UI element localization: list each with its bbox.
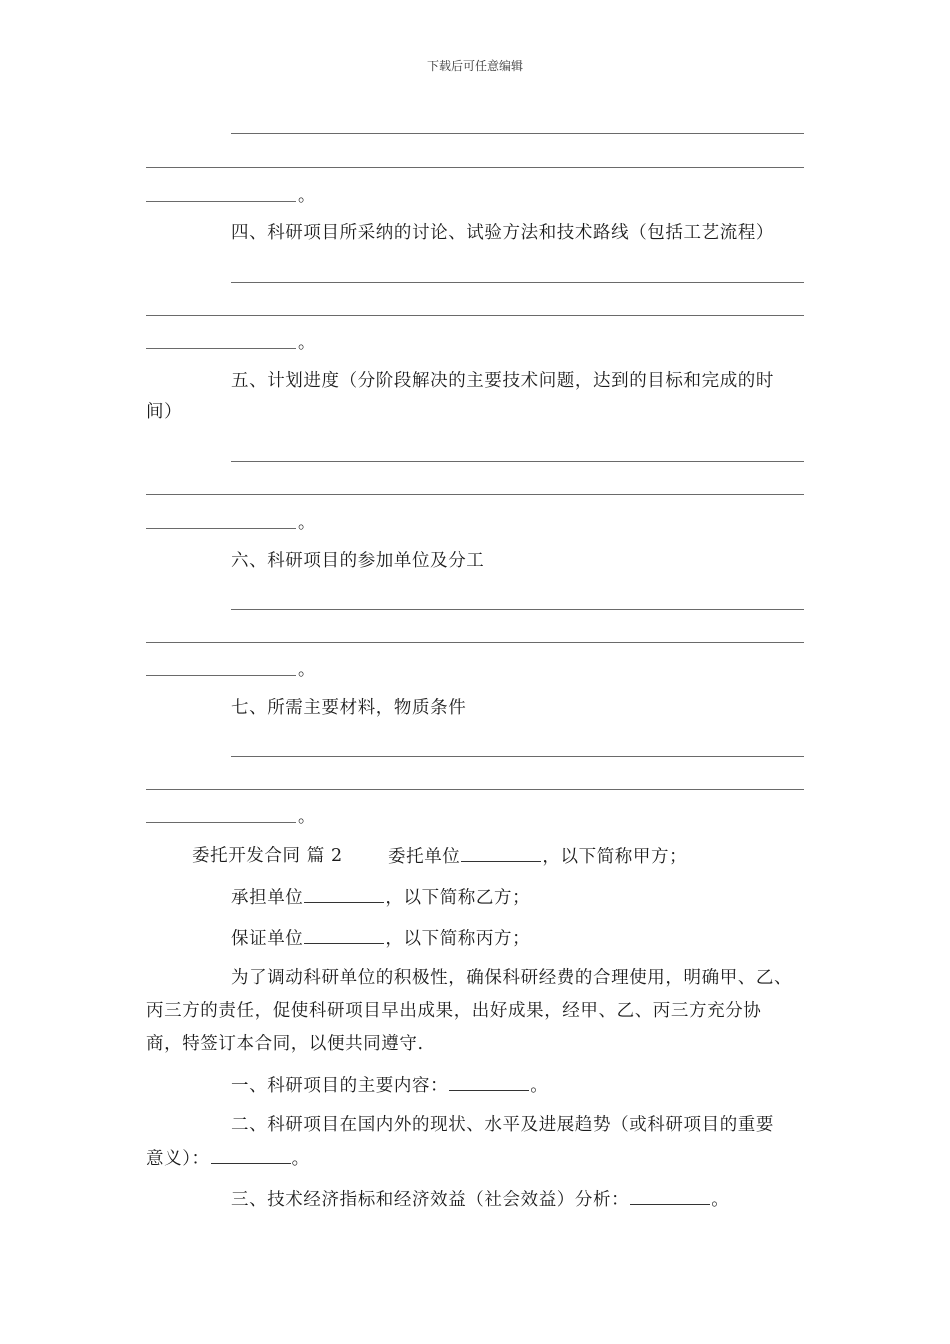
fill-line (231, 461, 804, 462)
guarantor-label: 保证单位 (231, 929, 304, 949)
guarantor-line (231, 927, 530, 950)
fill-line (231, 756, 804, 757)
fill-line (146, 201, 296, 202)
fill-line (146, 315, 804, 316)
guarantor-suffix: ，以下简称丙方； (385, 929, 531, 949)
section-five-title-cont: 间） (146, 402, 183, 422)
period-mark: 。 (530, 1076, 549, 1096)
preamble-line-2: 丙三方的责任，促使科研项目早出成果，出好成果，经甲、乙、丙三方充分协 (146, 1001, 762, 1021)
item-two-label: 意义）： (146, 1149, 210, 1169)
fill-line (231, 282, 804, 283)
preamble-line-3: 商，特签订本合同，以便共同遵守. (146, 1034, 424, 1054)
fill-line (146, 348, 296, 349)
fill-line (231, 609, 804, 610)
fill-line (146, 789, 804, 790)
fill-line (146, 494, 804, 495)
period-mark: 。 (298, 513, 315, 533)
undertaker-line (231, 886, 530, 909)
period-mark: 。 (298, 186, 315, 206)
fill-line (146, 167, 804, 168)
section-seven-title: 七、所需主要材料，物质条件 (231, 698, 467, 718)
undertaker-blank (304, 886, 384, 903)
period-mark: 。 (711, 1190, 730, 1210)
item-two-line-2 (146, 1147, 310, 1170)
client-suffix: ，以下简称甲方； (542, 847, 688, 867)
preamble-line-1: 为了调动科研单位的积极性，确保科研经费的合理使用，明确甲、乙、 (231, 968, 793, 988)
item-three-blank (630, 1188, 710, 1205)
period-mark: 。 (298, 807, 315, 827)
period-mark: 。 (298, 333, 315, 353)
item-three-label: 三、技术经济指标和经济效益（社会效益）分析： (231, 1190, 630, 1210)
item-one (231, 1074, 548, 1097)
period-mark: 。 (291, 1149, 310, 1169)
section-four-title: 四、科研项目所采纳的讨论、试验方法和技术路线（包括工艺流程） (231, 223, 774, 243)
item-two-line-1: 二、科研项目在国内外的现状、水平及进展趋势（或科研项目的重要 (231, 1115, 774, 1135)
item-one-label: 一、科研项目的主要内容： (231, 1076, 449, 1096)
fill-line (146, 642, 804, 643)
undertaker-label: 承担单位 (231, 888, 304, 908)
fill-line (146, 675, 296, 676)
contract-title: 委托开发合同 篇 2 (192, 846, 343, 866)
page-header: 下载后可任意编辑 (426, 59, 523, 73)
client-blank (461, 845, 541, 862)
client-line (388, 845, 687, 868)
fill-line (231, 133, 804, 134)
item-two-blank (211, 1147, 291, 1164)
client-label: 委托单位 (388, 847, 461, 867)
section-five-title: 五、计划进度（分阶段解决的主要技术问题，达到的目标和完成的时 (231, 371, 774, 391)
undertaker-suffix: ，以下简称乙方； (385, 888, 531, 908)
fill-line (146, 528, 296, 529)
fill-line (146, 822, 296, 823)
period-mark: 。 (298, 660, 315, 680)
item-one-blank (449, 1074, 529, 1091)
item-three (231, 1188, 729, 1211)
guarantor-blank (304, 927, 384, 944)
section-six-title: 六、科研项目的参加单位及分工 (231, 551, 485, 571)
